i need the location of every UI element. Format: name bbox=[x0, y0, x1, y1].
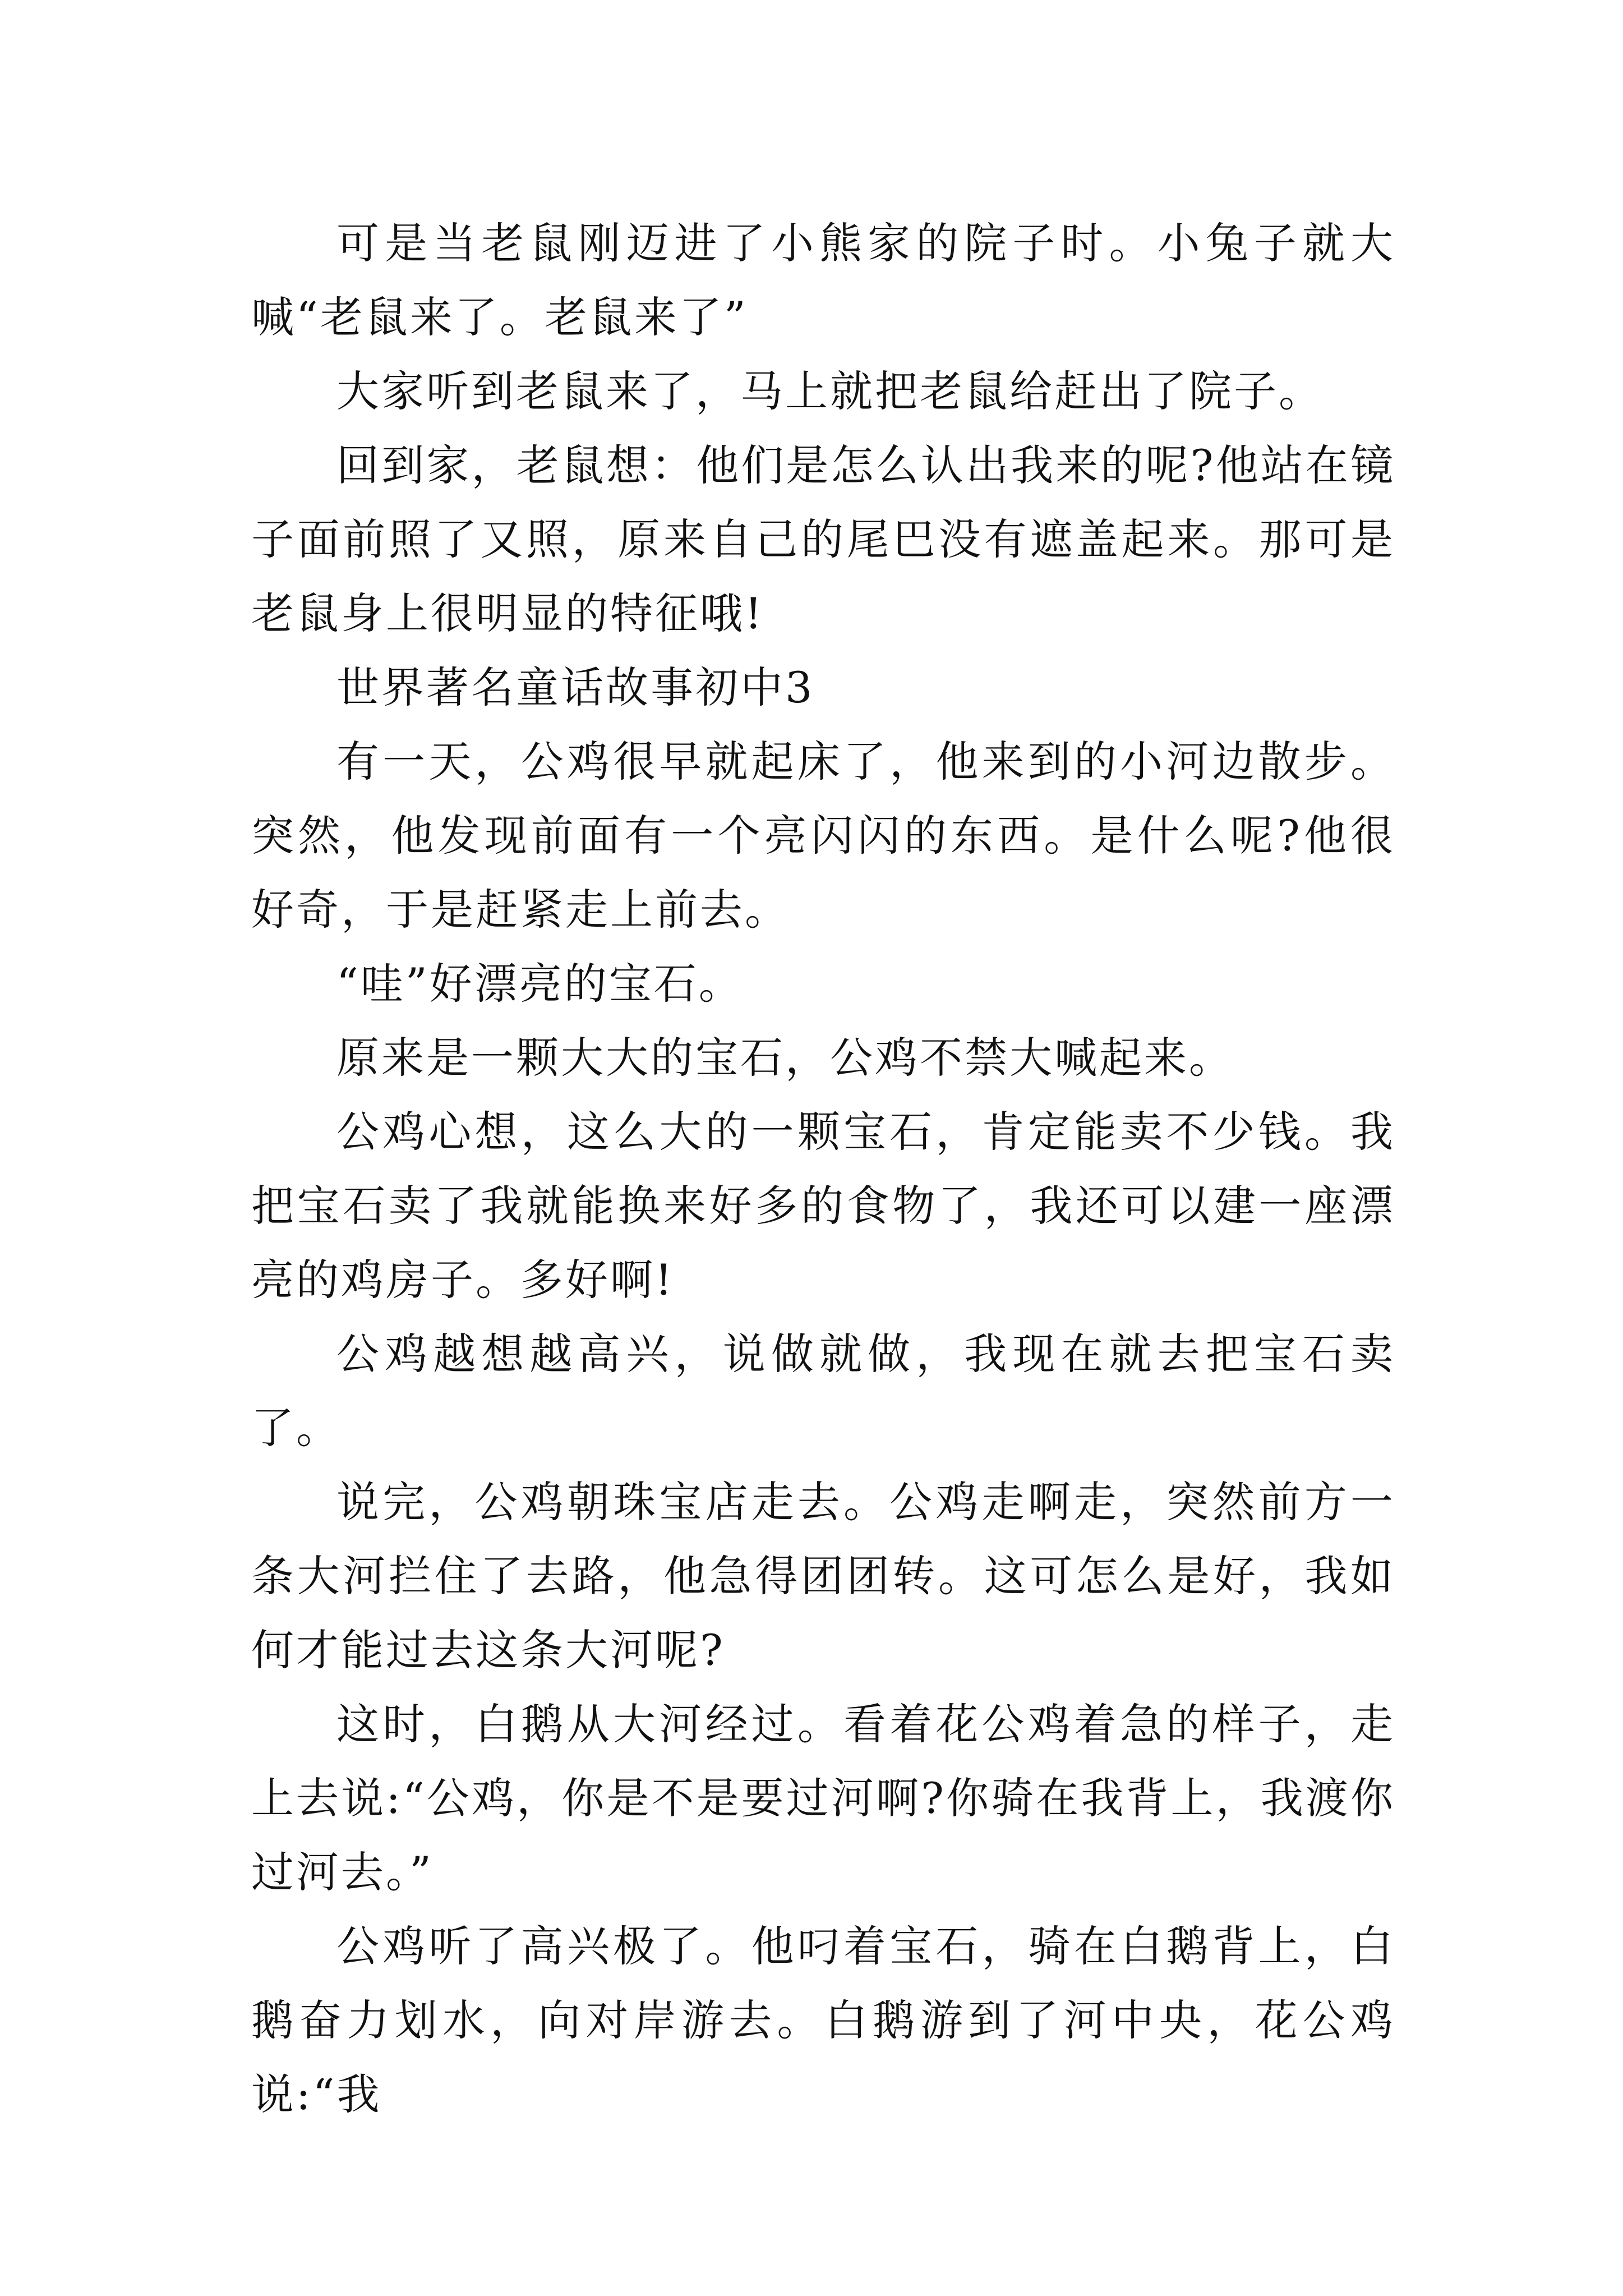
paragraph: 有一天，公鸡很早就起床了，他来到的小河边散步。突然，他发现前面有一个亮闪闪的东西。是什么呢?他很好奇，于是赶紧走上前去。 bbox=[251, 737, 1395, 935]
paragraph: 说完，公鸡朝珠宝店走去。公鸡走啊走，突然前方一条大河拦住了去路，他急得团团转。这可怎么是好，我如何才能过去这条大河呢? bbox=[251, 1477, 1395, 1675]
paragraph: “哇”好漂亮的宝石。 bbox=[336, 959, 744, 1009]
paragraph: 可是当老鼠刚迈进了小熊家的院子时。小兔子就大喊“老鼠来了。老鼠来了” bbox=[251, 218, 1395, 342]
paragraph: 这时，白鹅从大河经过。看着花公鸡着急的样子，走上去说:“公鸡，你是不是要过河啊?你骑在我背上，我渡你过河去。” bbox=[251, 1699, 1395, 1897]
paragraph: 公鸡听了高兴极了。他叼着宝石，骑在白鹅背上，白鹅奋力划水，向对岸游去。白鹅游到了河中央，花公鸡说:“我 bbox=[251, 1921, 1395, 2119]
paragraph: 回到家，老鼠想：他们是怎么认出我来的呢?他站在镜子面前照了又照，原来自己的尾巴没有遮盖起来。那可是老鼠身上很明显的特征哦! bbox=[251, 440, 1395, 638]
paragraph: 原来是一颗大大的宝石，公鸡不禁大喊起来。 bbox=[336, 1033, 1234, 1083]
paragraph: 大家听到老鼠来了，马上就把老鼠给赶出了院子。 bbox=[336, 366, 1324, 416]
paragraph: 公鸡心想，这么大的一颗宝石，肯定能卖不少钱。我把宝石卖了我就能换来好多的食物了，我还可以建一座漂亮的鸡房子。多好啊! bbox=[251, 1107, 1395, 1305]
story-text bbox=[251, 206, 1395, 2132]
paragraph: 公鸡越想越高兴，说做就做，我现在就去把宝石卖了。 bbox=[251, 1329, 1395, 1453]
section-heading: 世界著名童话故事初中3 bbox=[336, 662, 815, 712]
